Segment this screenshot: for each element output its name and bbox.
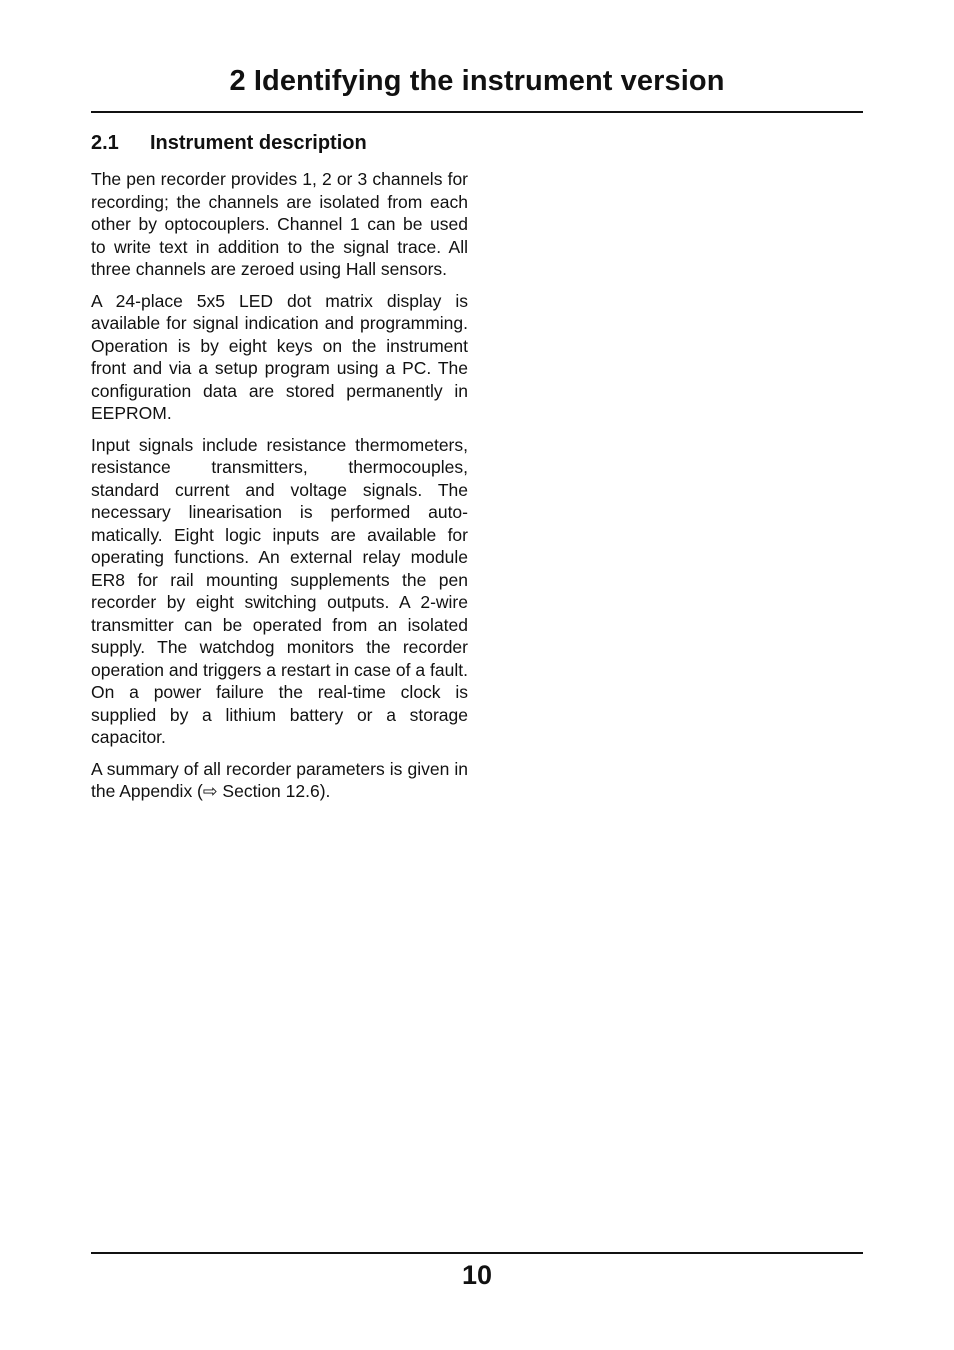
section-title: Instrument description	[150, 132, 367, 154]
section-heading	[91, 128, 367, 158]
paragraph-display: A 24-place 5x5 LED dot matrix display is available for signal indication and programming. Operation is by eight keys on the instrument front and via a setup program using a PC. The configuration data are stored permanently in EEPROM.	[91, 290, 468, 423]
paragraph-input-signals: Input signals include resistance thermometers, resistance transmitters, thermocouples, standard current and voltage signals. The necessary linearisation is performed automatically. Eight logic inputs are available for operating functions. An external relay module ER8 for rail mounting supplements the pen recorder by eight switching outputs. A 2-wire transmitter can be operated from an isolated supply. The watchdog monitors the recorder operation and triggers a restart in case of a fault. On a power failure the real-time clock is supplied by a lithium battery or a storage capacitor.	[91, 434, 468, 747]
body-text-column	[91, 168, 468, 812]
paragraph-channels: The pen recorder provides 1, 2 or 3 channels for recording; the channels are isolated from each other by optocouplers. Channel 1 can be used to write text in addition to the signal trace. All three channels are zeroed using Hall sensors.	[91, 169, 468, 279]
header-rule	[91, 111, 863, 113]
section-number: 2.1	[91, 132, 119, 154]
paragraph-summary-reference: A summary of all recorder parameters is given in the Appendix (⇨ Section 12.6).	[91, 758, 468, 801]
footer-rule	[91, 1252, 863, 1254]
chapter-title: 2 Identifying the instrument version	[229, 65, 725, 97]
page-number: 10	[461, 1260, 493, 1290]
